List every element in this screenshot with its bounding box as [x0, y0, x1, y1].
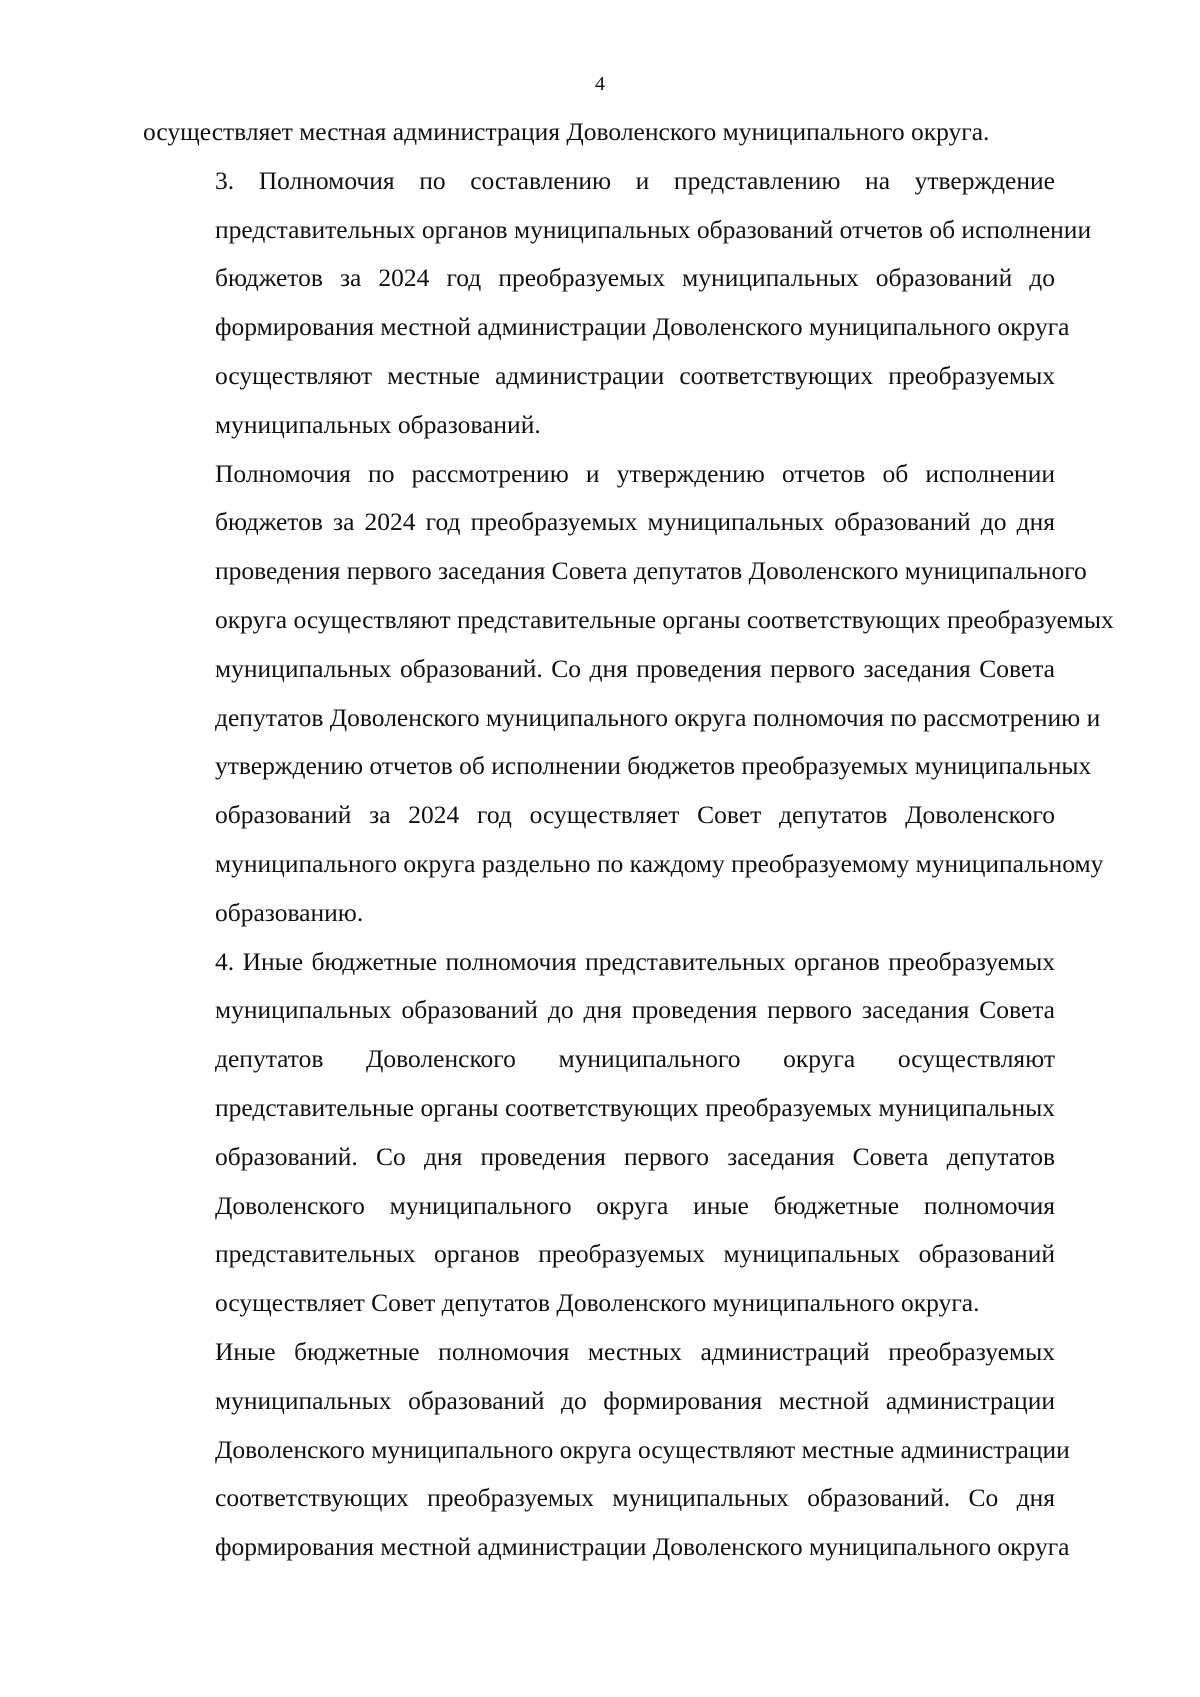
text-line: муниципальных образований. Со дня проведения первого заседания Совета — [215, 653, 1055, 683]
text-line: осуществляет местная администрация Доволенского муниципального округа. — [143, 117, 990, 146]
text-line: формирования местной администрации Доволенского муниципального округа — [215, 1532, 1070, 1562]
text-line: муниципального округа раздельно по каждому преобразуемому муниципальному — [215, 848, 1104, 878]
text-line: Доволенского муниципального округа иные бюджетные полномочия — [215, 1190, 1055, 1220]
text-line: образований. Со дня проведения первого заседания Совета депутатов — [215, 1141, 1055, 1171]
paragraph — [143, 108, 1055, 157]
text-line: бюджетов за 2024 год преобразуемых муниципальных образований до — [215, 263, 1055, 293]
text-line: представительные органы соответствующих преобразуемых муниципальных — [215, 1092, 1055, 1122]
text-line: 4. Иные бюджетные полномочия представительных органов преобразуемых — [215, 946, 1055, 976]
text-line: муниципальных образований до формирования местной администрации — [215, 1385, 1055, 1415]
text-line: формирования местной администрации Доволенского муниципального округа — [215, 312, 1070, 342]
text-line: соответствующих преобразуемых муниципальных образований. Со дня — [215, 1483, 1055, 1513]
text-line: утверждению отчетов об исполнении бюджетов преобразуемых муниципальных — [215, 751, 1092, 781]
text-line: депутатов Доволенского муниципального округа полномочия по рассмотрению и — [215, 702, 1101, 732]
page-number: 4 — [595, 73, 605, 95]
text-line: 3. Полномочия по составлению и представлению на утверждение — [215, 165, 1055, 195]
text-line: проведения первого заседания Совета депутатов Доволенского муниципального — [215, 556, 1087, 586]
text-line: представительных органов преобразуемых муниципальных образований — [215, 1239, 1055, 1269]
text-line: бюджетов за 2024 год преобразуемых муниципальных образований до дня — [215, 507, 1055, 537]
paragraph — [143, 1328, 1070, 1572]
text-line: муниципальных образований. — [215, 409, 541, 439]
text-line: Доволенского муниципального округа осуществляют местные администрации — [215, 1434, 1070, 1464]
text-line: муниципальных образований до дня проведения первого заседания Совета — [215, 995, 1055, 1025]
text-line: осуществляет Совет депутатов Доволенского муниципального округа. — [215, 1288, 980, 1318]
text-line: депутатов Доволенского муниципального округа осуществляют — [215, 1044, 1055, 1074]
text-line: осуществляют местные администрации соответствующих преобразуемых — [215, 360, 1055, 390]
paragraph — [143, 938, 1055, 1328]
text-line: округа осуществляют представительные органы соответствующих преобразуемых — [215, 604, 1114, 634]
text-line: образованию. — [215, 897, 364, 927]
text-line: образований за 2024 год осуществляет Совет депутатов Доволенского — [215, 800, 1055, 830]
text-line: Иные бюджетные полномочия местных администраций преобразуемых — [215, 1336, 1055, 1366]
text-line: Полномочия по рассмотрению и утверждению отчетов об исполнении — [215, 458, 1055, 488]
paragraph — [143, 450, 1114, 938]
document-body — [143, 108, 1114, 1572]
text-line: представительных органов муниципальных образований отчетов об исполнении — [215, 214, 1092, 244]
paragraph — [143, 157, 1092, 450]
